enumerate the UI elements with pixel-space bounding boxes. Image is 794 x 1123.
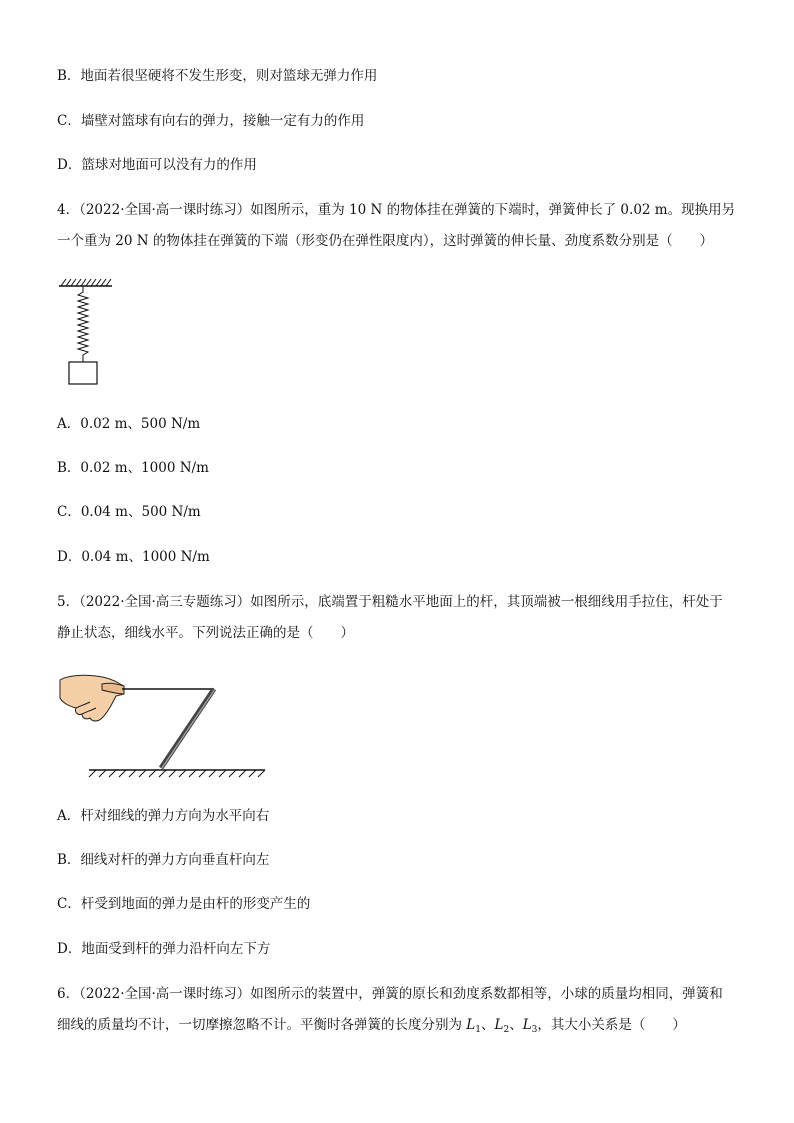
q4-option-a: A．0.02 m、500 N/m xyxy=(57,416,201,432)
q6-stem-suffix: ，其大小关系是（ ） xyxy=(537,1017,686,1033)
l3-subscript: 3 xyxy=(531,1025,538,1035)
l1-subscript: 1 xyxy=(475,1025,481,1035)
q6-stem-line2 xyxy=(57,1015,686,1040)
separator: 、 xyxy=(509,1017,523,1033)
q4-stem-line1: 4．（2022·全国·高一课时练习）如图所示，重为 10 N 的物体挂在弹簧的下端时，弹簧伸长了 0.02 m。现换用另 xyxy=(57,202,736,218)
l2-symbol: L xyxy=(494,1017,504,1033)
q4-option-d: D．0.04 m、1000 N/m xyxy=(57,549,210,565)
q4-option-c: C．0.04 m、500 N/m xyxy=(57,504,201,520)
separator: 、 xyxy=(481,1017,495,1033)
q6-stem-prefix: 细线的质量均不计，一切摩擦忽略不计。平衡时各弹簧的长度分别为 xyxy=(57,1017,467,1033)
q3-option-c: C．墙壁对篮球有向右的弹力，接触一定有力的作用 xyxy=(57,113,365,129)
q5-option-d: D．地面受到杆的弹力沿杆向左下方 xyxy=(57,941,271,957)
q4-option-b: B．0.02 m、1000 N/m xyxy=(57,460,209,476)
l1-symbol: L xyxy=(466,1017,476,1033)
q5-option-c: C．杆受到地面的弹力是由杆的形变产生的 xyxy=(57,896,311,912)
q3-option-d: D．篮球对地面可以没有力的作用 xyxy=(57,157,257,173)
l2-subscript: 2 xyxy=(503,1025,510,1035)
q4-stem-line2: 一个重为 20 N 的物体挂在弹簧的下端（形变仍在弹性限度内），这时弹簧的伸长量、劲度系数分别是（ ） xyxy=(57,233,714,249)
q3-option-b: B．地面若很坚硬将不发生形变，则对篮球无弹力作用 xyxy=(57,68,378,84)
q6-stem-line1: 6．（2022·全国·高一课时练习）如图所示的装置中，弹簧的原长和劲度系数都相等，小球的质量均相同，弹簧和 xyxy=(57,986,723,1002)
hand-rod-figure xyxy=(56,668,270,778)
q5-option-a: A．杆对细线的弹力方向为水平向右 xyxy=(57,808,270,824)
q5-stem-line2: 静止状态，细线水平。下列说法正确的是（ ） xyxy=(57,625,354,641)
l3-symbol: L xyxy=(522,1017,532,1033)
hand-icon xyxy=(60,675,124,721)
spring-block-figure xyxy=(55,276,125,391)
q5-option-b: B．细线对杆的弹力方向垂直杆向左 xyxy=(57,852,270,868)
q5-stem-line1: 5．（2022·全国·高三专题练习）如图所示，底端置于粗糙水平地面上的杆，其顶端被一根细线用手拉住，杆处于 xyxy=(57,594,723,610)
